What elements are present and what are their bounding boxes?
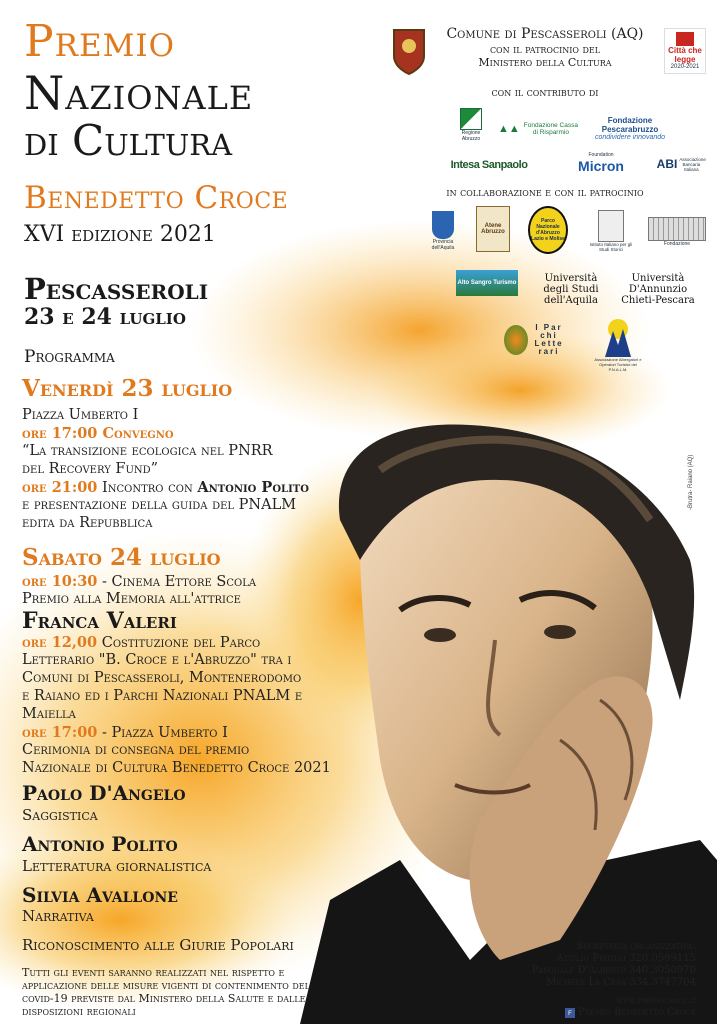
friday-e2-time: ore 21:00	[22, 479, 98, 496]
segreteria-title: Segreteria organizzativa:	[576, 941, 696, 952]
abi-logo	[652, 154, 708, 174]
provincia-logo	[426, 206, 460, 256]
edition: XVI edizione 2021	[24, 222, 216, 247]
intesa-sanpaolo-logo: Intesa Sanpaolo	[450, 159, 528, 171]
saturday-e3-l3: Nazionale di Cultura Benedetto Croce 2021	[22, 760, 331, 776]
saturday-e2-l3: Comuni di Pescasseroli, Montenerodomo	[22, 670, 302, 686]
friday-e1-l1: “La transizione ecologica nel PNRR	[22, 443, 273, 459]
disclaimer-line: Tutti gli eventi saranno realizzati nel rispetto e	[22, 966, 285, 979]
unich-l1: Università	[631, 272, 685, 284]
fondazione-cassa-label: Fondazione Cassa di Risparmio	[523, 122, 578, 136]
friday-heading: Venerdì 23 luglio	[22, 375, 233, 402]
associazione-albergatori-logo	[592, 312, 644, 376]
disclaimer-line: covid-19 previste dal Ministero della Salute e dalle	[22, 992, 306, 1005]
contributo-label: con il contributo di	[491, 86, 599, 99]
saturday-e3-l2: Cerimonia di consegna del premio	[22, 742, 250, 758]
winner-category: Narrativa	[22, 907, 94, 925]
city-icon	[676, 32, 694, 46]
univaq-l3: dell'Aquila	[544, 294, 598, 306]
patrocinio-text: con il patrocinio del	[489, 43, 601, 56]
friday-location: Piazza Umberto I	[22, 407, 139, 423]
saturday-e1-time: ore 10:30	[22, 573, 98, 590]
alto-sangro-logo: Alto Sangro Turismo	[456, 270, 518, 296]
fondazione-cassa-icon: ▲▲	[498, 123, 520, 135]
winner-category: Letteratura giornalistica	[22, 857, 212, 875]
ministero-text: Ministero della Cultura	[478, 56, 612, 69]
winner-name: Silvia Avallone	[22, 883, 178, 907]
friday-e2-name: Antonio Polito	[197, 479, 309, 496]
associazione-label: Associazione Albergatori e Operatori Turistici del P.N.A.L.M.	[594, 356, 642, 372]
friday-e2-l3: edita da Repubblica	[22, 515, 153, 531]
univaq-l2: degli Studi	[543, 283, 599, 295]
unich-logo	[618, 268, 698, 310]
micron-logo	[568, 152, 634, 174]
atene-abruzzo-logo: Atene Abruzzo	[476, 206, 510, 252]
place-dates: 23 e 24 luglio	[24, 304, 186, 330]
pescarabruzzo-label: Fondazione Pescarabruzzo	[601, 115, 659, 134]
istituto-label: Istituto Italiano per gli Studi Storici	[589, 242, 633, 252]
winner-category: Saggistica	[22, 806, 98, 824]
place-city: Pescasseroli	[24, 272, 209, 306]
saturday-heading: Sabato 24 luglio	[22, 544, 221, 571]
facebook-icon: f	[565, 1008, 575, 1018]
parchi-l3: Lette	[534, 339, 564, 348]
website-link[interactable]: www.premiocroce.it	[616, 996, 696, 1005]
disclaimer-line: disposizioni regionali	[22, 1005, 136, 1018]
friday-e1-l2: del Recovery Fund”	[22, 461, 159, 477]
univaq-logo	[540, 268, 602, 310]
facebook-link[interactable]	[480, 1007, 696, 1019]
segreteria-contact: Michele La Cesa 334.3747704	[546, 977, 696, 988]
regione-label: Regione Abruzzo	[461, 130, 481, 142]
micron-label: Micron	[578, 158, 624, 174]
parco-label: Parco Nazionale d'Abruzzo Lazio e Molise	[531, 218, 565, 242]
parchi-l2: chi	[540, 331, 558, 340]
saturday-e2-l2: Letterario "B. Croce e l'Abruzzo" tra i	[22, 652, 292, 668]
title-line2: Nazionale	[24, 66, 254, 120]
citta-label: Città che legge	[668, 46, 702, 64]
saturday-e3-time: ore 17:00	[22, 724, 98, 741]
giurie-popolari: Riconoscimento alle Giurie Popolari	[22, 936, 294, 954]
parchi-l4: rari	[538, 347, 560, 356]
istituto-icon	[598, 210, 624, 242]
fondazione-building-logo	[646, 212, 708, 252]
title-line3: di Cultura	[24, 116, 233, 165]
saturday-e1-text: - Cinema Ettore Scola	[97, 574, 257, 590]
saturday-e3	[22, 724, 228, 743]
friday-e2	[22, 479, 309, 498]
title-line1: Premio	[24, 16, 175, 67]
saturday-e2-text: Costituzione del Parco	[97, 635, 261, 651]
saturday-e1-name: Franca Valeri	[22, 608, 177, 634]
building-icon	[648, 217, 706, 241]
unich-l2: D'Annunzio	[628, 283, 688, 295]
univaq-l1: Università	[544, 272, 598, 284]
programma-label: Programma	[24, 347, 115, 367]
unich-l3: Chieti-Pescara	[621, 294, 695, 306]
citta-che-legge-logo	[664, 28, 706, 74]
saturday-e2	[22, 634, 260, 653]
saturday-e3-text: - Piazza Umberto I	[97, 725, 228, 741]
facebook-label: Premio Benedetto Croce	[578, 1007, 696, 1018]
parco-nazionale-logo	[528, 206, 568, 254]
fondazione-pescarabruzzo-logo	[592, 114, 668, 142]
winner-name: Antonio Polito	[22, 832, 178, 856]
tree-icon	[504, 325, 528, 355]
saturday-e1	[22, 573, 256, 592]
disclaimer-line: applicazione delle misure vigenti di contenimento del	[22, 979, 310, 992]
abi-sub: Associazione Bancaria Italiana	[679, 156, 706, 172]
abi-label: ABI	[656, 157, 678, 171]
comune-name: Comune di Pescasseroli (AQ)	[446, 26, 644, 42]
micron-pre: Foundation	[588, 152, 614, 158]
saturday-e2-l4: e Raiano ed i Parchi Nazionali PNALM e	[22, 688, 303, 704]
comune-crest-icon	[390, 26, 428, 76]
regione-icon	[460, 108, 482, 130]
provincia-icon	[432, 211, 454, 239]
friday-e2-text: Incontro con	[97, 480, 198, 496]
collaborazione-label: in collaborazione e con il patrocinio	[446, 186, 644, 199]
winner-name: Paolo D'Angelo	[22, 781, 186, 805]
friday-e2-l2: e presentazione della guida del PNALM	[22, 497, 297, 513]
segreteria-contact: Attilio Pistilli 320.0599115	[556, 953, 696, 964]
citta-years: 2020-2021	[670, 64, 700, 70]
building-label: Fondazione	[663, 241, 691, 247]
parchi-letterari-logo	[498, 322, 570, 358]
segreteria-contact: Pasquale D'Alberto 340.3050970	[531, 965, 696, 976]
title-croce: Benedetto Croce	[24, 180, 289, 216]
regione-abruzzo-logo	[456, 106, 486, 144]
artist-credit: -Brutra- Raiano (AQ)	[688, 454, 694, 510]
provincia-label: Provincia dell'Aquila	[431, 239, 455, 251]
fondazione-cassa-logo	[498, 118, 580, 140]
istituto-storici-logo	[588, 204, 634, 258]
saturday-e2-time: ore 12,00	[22, 634, 98, 651]
pescarabruzzo-tag: condividere innovando	[594, 133, 666, 141]
saturday-e1-l2: Premio alla Memoria all'attrice	[22, 591, 241, 607]
parchi-l1: I Par	[535, 323, 563, 332]
saturday-e2-l5: Maiella	[22, 706, 76, 722]
mountain-icon	[603, 317, 633, 357]
friday-e1-time: ore 17:00 Convegno	[22, 425, 174, 442]
